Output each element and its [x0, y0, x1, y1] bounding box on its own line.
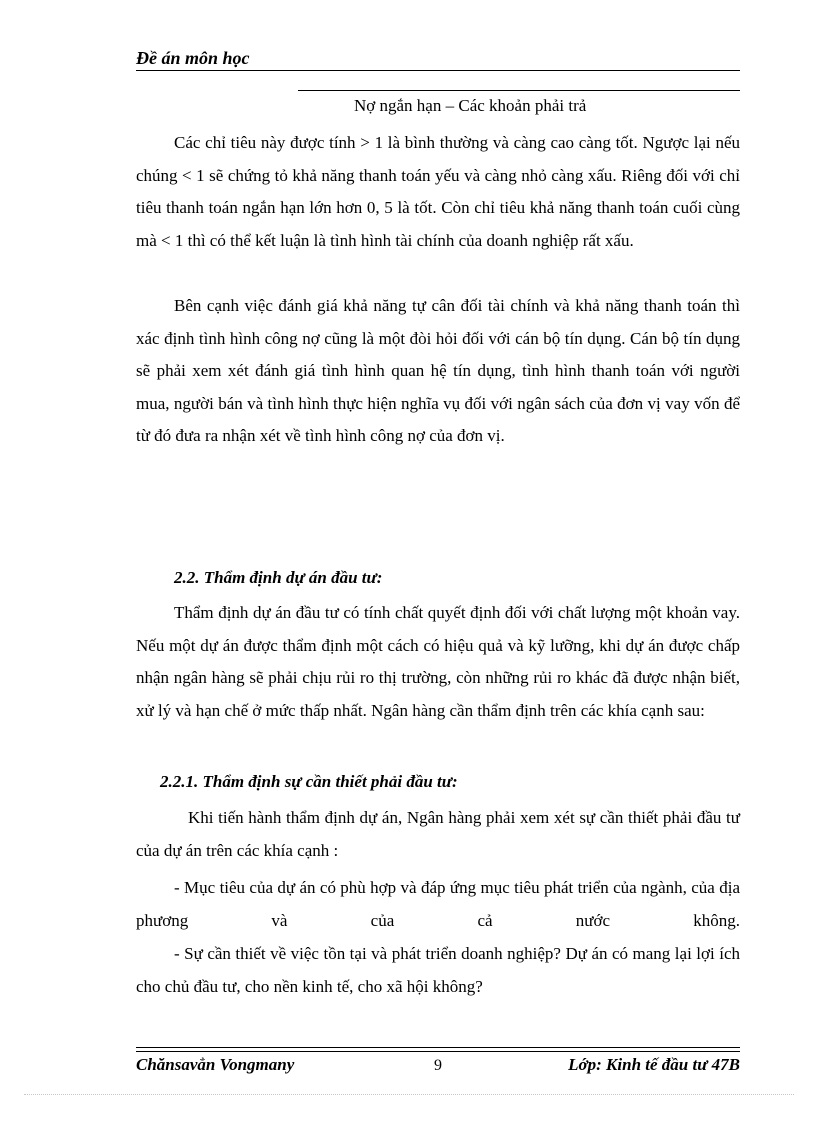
page-bottom-border [24, 1094, 794, 1095]
footer-class: Lớp: Kinh tế đầu tư 47B [568, 1055, 740, 1074]
paragraph-benefit-bullet: - Sự cần thiết về việc tồn tại và phát triển doanh nghiệp? Dự án có mang lại lợi ích cho chủ đầu tư, cho nền kinh tế, cho xã hội không? [136, 944, 740, 996]
paragraph-objective-bullet: - Mục tiêu của dự án có phù hợp và đáp ứng mục tiêu phát triển của ngành, của địa phương và của cả nước không. [136, 878, 740, 930]
header-title: Đề án môn học [136, 48, 250, 68]
paragraph-necessity-intro: Khi tiến hành thẩm định dự án, Ngân hàng phải xem xét sự cần thiết phải đầu tư của dự án trên các khía cạnh : [136, 808, 740, 860]
paragraph-project-appraisal: Thẩm định dự án đầu tư có tính chất quyết định đối với chất lượng một khoản vay. Nếu một dự án được thẩm định một cách có hiệu quả và kỹ lưỡng, khi dự án được chấp nhận ngân hàng sẽ phải chịu rủi ro thị trường, còn những rủi ro khác đã được nhận biết, xử lý và hạn chế ở mức thấp nhất. Ngân hàng cần thẩm định trên các khía cạnh sau: [136, 603, 740, 720]
paragraph-debt-assessment: Bên cạnh việc đánh giá khả năng tự cân đối tài chính và khả năng thanh toán thì xác định tình hình công nợ cũng là một đòi hỏi đối với cán bộ tín dụng. Cán bộ tín dụng sẽ phải xem xét đánh giá tình hình quan hệ tín dụng, tình hình thanh toán với người mua, người bán và tình hình thực hiện nghĩa vụ đối với ngân sách của đơn vị vay vốn để từ đó đưa ra nhận xét về tình hình công nợ của đơn vị. [136, 296, 740, 446]
paragraph-ratio-evaluation: Các chỉ tiêu này được tính > 1 là bình thường và càng cao càng tốt. Ngược lại nếu chúng < 1 sẽ chứng tỏ khả năng thanh toán yếu và càng nhỏ càng xấu. Riêng đối với chỉ tiêu thanh toán ngắn hạn lớn hơn 0, 5 là tốt. Còn chỉ tiêu khả năng thanh toán cuối cùng mà < 1 thì có thể kết luận là tình hình tài chính của doanh nghiệp rất xấu. [136, 133, 740, 250]
fraction-line [298, 90, 740, 91]
footer-author: Chănsavẳn Vongmany [136, 1055, 295, 1074]
header-rule [136, 70, 740, 71]
footer-rule-bottom [136, 1051, 740, 1052]
page-number: 9 [434, 1057, 442, 1074]
section-heading-2-2: 2.2. Thẩm định dự án đầu tư: [174, 568, 383, 587]
section-heading-2-2-1: 2.2.1. Thẩm định sự cần thiết phải đầu tư: [160, 772, 458, 791]
formula-denominator: Nợ ngắn hạn – Các khoản phải trả [354, 96, 587, 115]
footer-rule-top [136, 1047, 740, 1048]
